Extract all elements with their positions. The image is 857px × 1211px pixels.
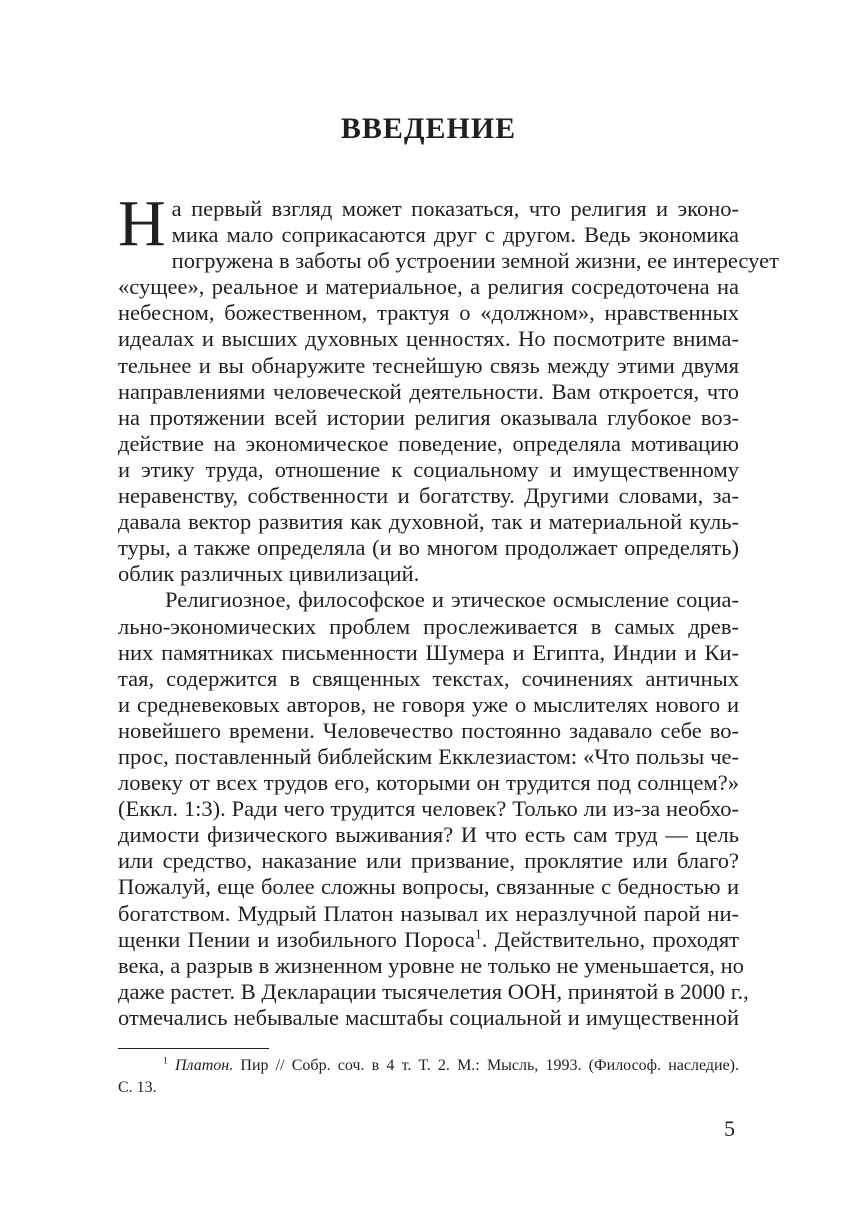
text-line: направлениями человеческой деятельности. Вам откроется, что: [118, 378, 739, 404]
text-line: туры, а также определяла (и во многом продолжает определять): [118, 535, 739, 561]
text-line: и средневековых авторов, не говоря уже о мыслителях нового и: [118, 691, 739, 717]
drop-cap: Н: [118, 187, 166, 260]
footnote-line: С. 13.: [118, 1078, 157, 1096]
text-line: и этику труда, отношение к социальному и имущественному: [118, 456, 739, 482]
text-line: них памятниках письменности Шумера и Египта, Индии и Ки-: [118, 639, 739, 665]
text-line: димости физического выживания? И что есть сам труд — цель: [118, 822, 739, 848]
text-line: тая, содержится в священных текстах, сочинениях античных: [118, 665, 739, 691]
text-line: «сущее», реальное и материальное, а религия сосредоточена на: [118, 274, 739, 300]
text-line: Пожалуй, еще более сложны вопросы, связанные с бедностью и: [118, 874, 739, 900]
chapter-heading: ВВЕДЕНИЕ: [340, 112, 517, 145]
text-line: неравенству, собственности и богатству. Другими словами, за-: [118, 483, 739, 509]
text-line: (Еккл. 1:3). Ради чего трудится человек? Только ли из-за необхо-: [118, 796, 739, 822]
text-line: тельнее и вы обнаружите теснейшую связь между этими двумя: [118, 352, 739, 378]
paragraph-2: [118, 587, 749, 1031]
body-text: [118, 187, 779, 1031]
footnote-author: Платон.: [174, 1057, 234, 1074]
footnote-divider: [118, 1048, 269, 1049]
text-line: действие на экономическое поведение, определяла мотивацию: [118, 430, 739, 456]
text-line: отмечались небывалые масштабы социальной и имущественной: [118, 1004, 739, 1030]
text-line: льно-экономических проблем прослеживается в самых древ-: [118, 613, 739, 639]
text-line: века, а разрыв в жизненном уровне не только не уменьшается, но: [118, 952, 744, 978]
text-line: ловеку от всех трудов его, которыми он трудится под солнцем?»: [118, 770, 739, 796]
text-line: небесном, божественном, трактуя о «должном», нравственных: [118, 300, 739, 326]
text-line: давала вектор развития как духовной, так и материальной куль-: [118, 509, 739, 535]
text-line: мика мало соприкасаются друг с другом. Ведь экономика: [171, 222, 739, 248]
footnote-line: [118, 1055, 739, 1077]
footnote-reference[interactable]: 1: [475, 926, 482, 942]
text-fragment: . Действительно, проходят: [481, 926, 739, 952]
page-number: 5: [724, 1116, 735, 1141]
text-line-with-footnote: [118, 927, 739, 953]
text-line: на протяжении всей истории религия оказывала глубокое воз-: [118, 404, 739, 430]
text-line: даже растет. В Декларации тысячелетия ООН, принятой в 2000 г.,: [118, 978, 749, 1004]
text-line: Религиозное, философское и этическое осмысление социа-: [165, 587, 739, 613]
text-line: погружена в заботы об устроении земной жизни, ее интересует: [171, 248, 779, 274]
text-line: прос, поставленный библейским Екклезиастом: «Что пользы че-: [118, 743, 739, 769]
footnote-number: 1: [163, 1055, 168, 1067]
footnote-citation: Пир // Собр. соч. в 4 т. Т. 2. М.: Мысль, 1993. (Философ. наследие).: [233, 1057, 739, 1074]
text-line: а первый взгляд может показаться, что религия и эконо-: [171, 196, 739, 221]
text-line: или средство, наказание или призвание, проклятие или благо?: [118, 848, 739, 874]
text-line: богатством. Мудрый Платон называл их неразлучной парой ни-: [118, 900, 739, 926]
paragraph-1: [118, 187, 779, 587]
text-line: облик различных цивилизаций.: [118, 561, 420, 587]
footnote: [118, 1055, 739, 1098]
text-fragment: щенки Пении и изобильного Пороса: [118, 926, 476, 952]
text-line: идеалах и высших духовных ценностях. Но посмотрите внима-: [118, 326, 739, 352]
text-line: новейшего времени. Человечество постоянно задавало себе во-: [118, 717, 739, 743]
